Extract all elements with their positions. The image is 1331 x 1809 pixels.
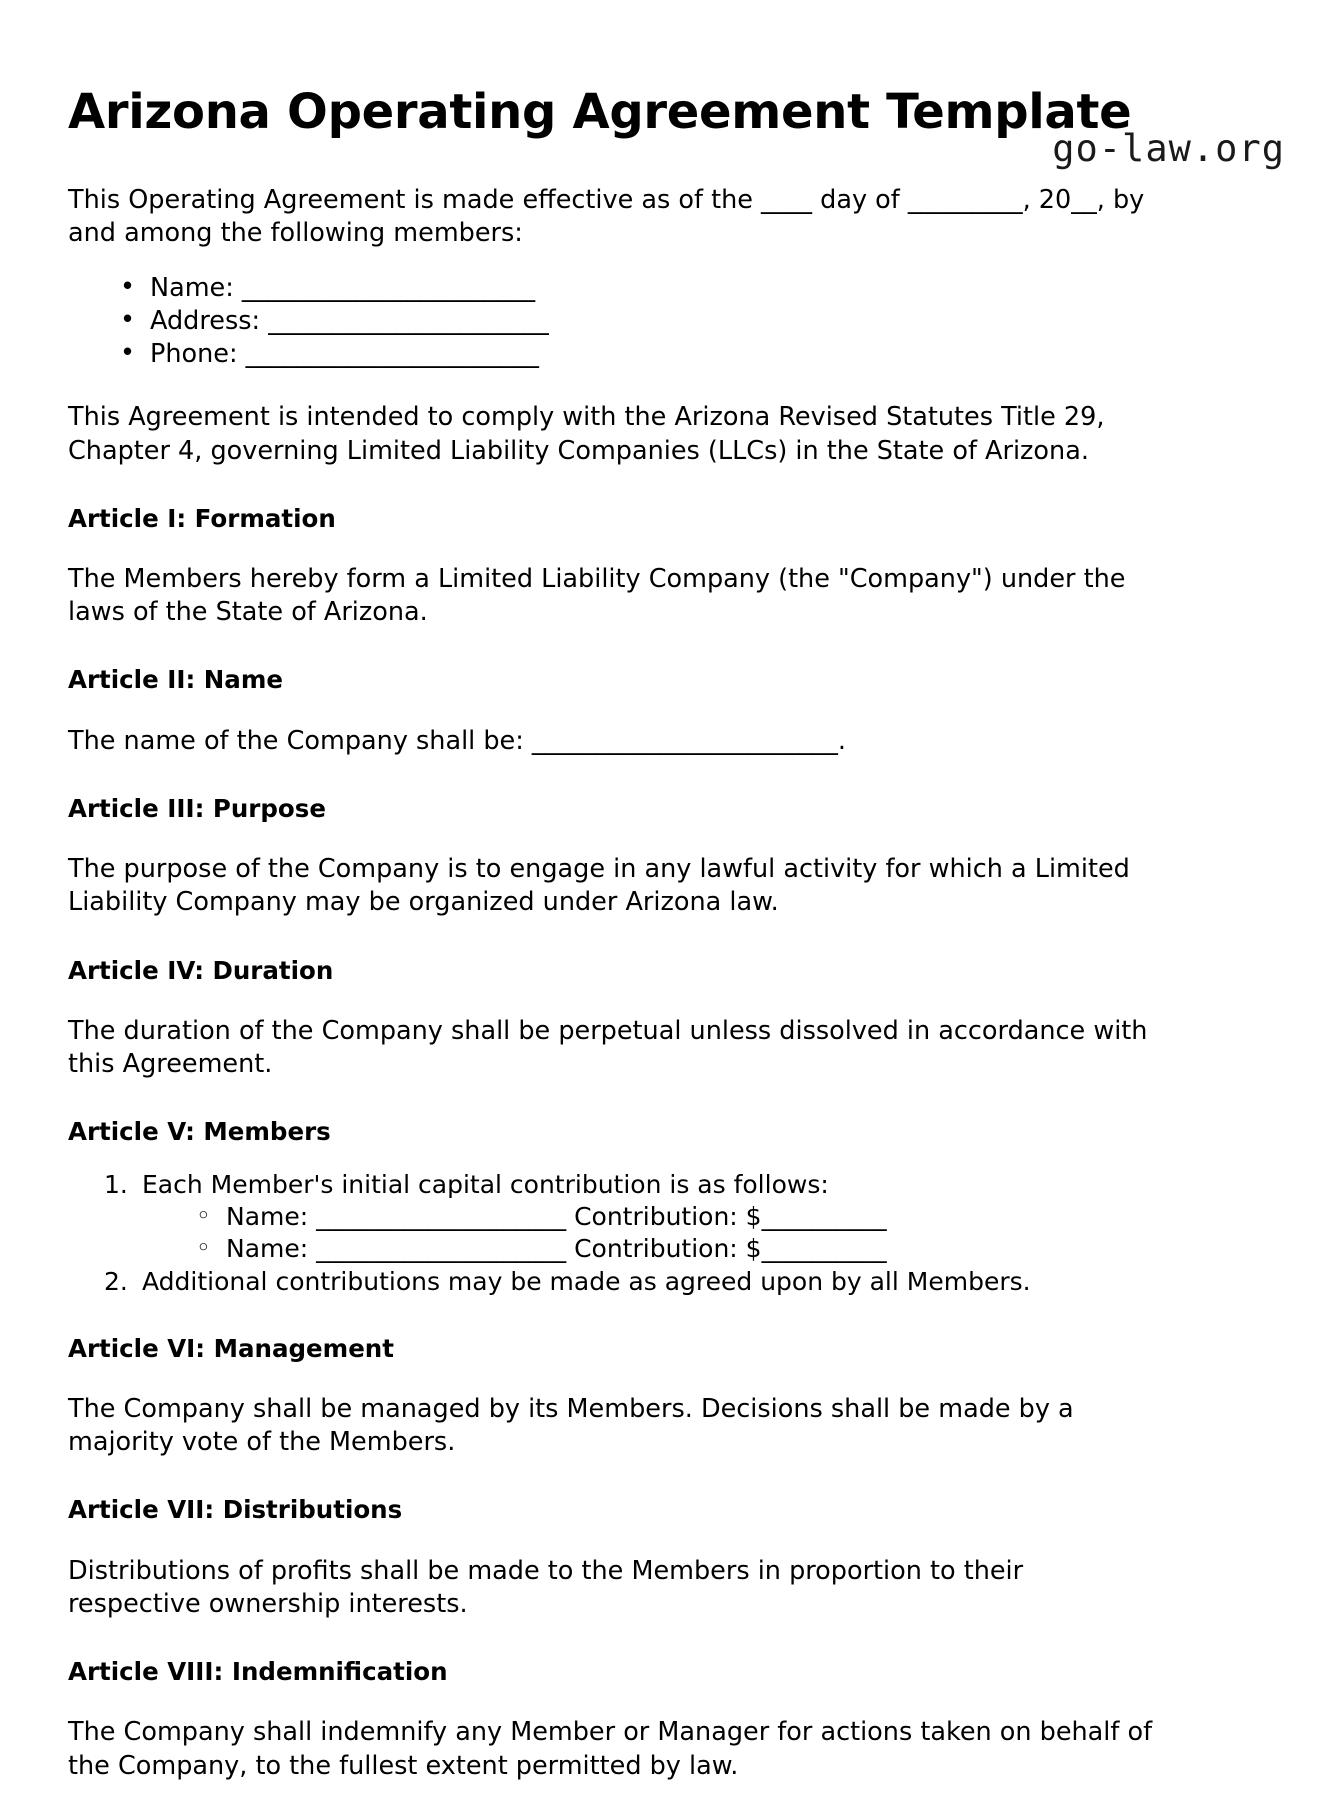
article-heading-v: Article V: Members <box>68 1117 331 1147</box>
article-heading-i: Article I: Formation <box>68 503 336 533</box>
member-fields-list <box>68 272 1179 371</box>
list-item: • Phone: _______________________ <box>108 338 1179 371</box>
article-body-vii: Distributions of profits shall be made to the Members in proportion to their respective ownership interests. <box>68 1555 1024 1619</box>
article-body-ii: The name of the Company shall be: ________________________. <box>68 725 847 756</box>
page-title: Arizona Operating Agreement Template <box>68 84 1132 140</box>
site-watermark: go-law.org <box>1052 127 1285 170</box>
article-body-viii: The Company shall indemnify any Member or Manager for actions taken on behalf of the Company, to the fullest extent permitted by law. <box>68 1717 1153 1781</box>
article-body-vi: The Company shall be managed by its Members. Decisions shall be made by a majority vote of the Members. <box>68 1394 1074 1458</box>
document-content <box>0 86 1331 1783</box>
article-heading-vi: Article VI: Management <box>68 1333 394 1363</box>
contribution-sublist <box>142 1201 1179 1266</box>
list-item: • Address: ______________________ <box>108 305 1179 338</box>
list-item: Additional contributions may be made as agreed upon by all Members. <box>142 1266 1031 1296</box>
document-page <box>0 86 1331 1809</box>
list-item: ◦ Name: ____________________ Contribution: $__________ <box>192 1201 1179 1234</box>
article-body-iv: The duration of the Company shall be perpetual unless dissolved in accordance with this Agreement. <box>68 1016 1148 1080</box>
article-heading-iii: Article III: Purpose <box>68 793 326 823</box>
list-item-text: Each Member's initial capital contribution is as follows: <box>142 1169 829 1199</box>
list-item <box>104 1169 1179 1266</box>
article-heading-iv: Article IV: Duration <box>68 955 334 985</box>
article-heading-ii: Article II: Name <box>68 665 283 695</box>
intro-paragraph: This Operating Agreement is made effective as of the ____ day of _________, 20__, by and among the following members: <box>68 184 1145 248</box>
article-body-i: The Members hereby form a Limited Liability Company (the "Company") under the laws of the State of Arizona. <box>68 564 1126 628</box>
article-body-iii: The purpose of the Company is to engage in any lawful activity for which a Limited Liability Company may be organized under Arizona law. <box>68 854 1130 918</box>
compliance-paragraph: This Agreement is intended to comply with the Arizona Revised Statutes Title 29, Chapter 4, governing Limited Liability Companies (LLCs) in the State of Arizona. <box>68 402 1105 466</box>
members-numbered-list <box>68 1169 1179 1298</box>
list-item: • Name: _______________________ <box>108 272 1179 305</box>
list-item: ◦ Name: ____________________ Contribution: $__________ <box>192 1233 1179 1266</box>
article-heading-viii: Article VIII: Indemnification <box>68 1657 448 1687</box>
article-heading-vii: Article VII: Distributions <box>68 1495 403 1525</box>
